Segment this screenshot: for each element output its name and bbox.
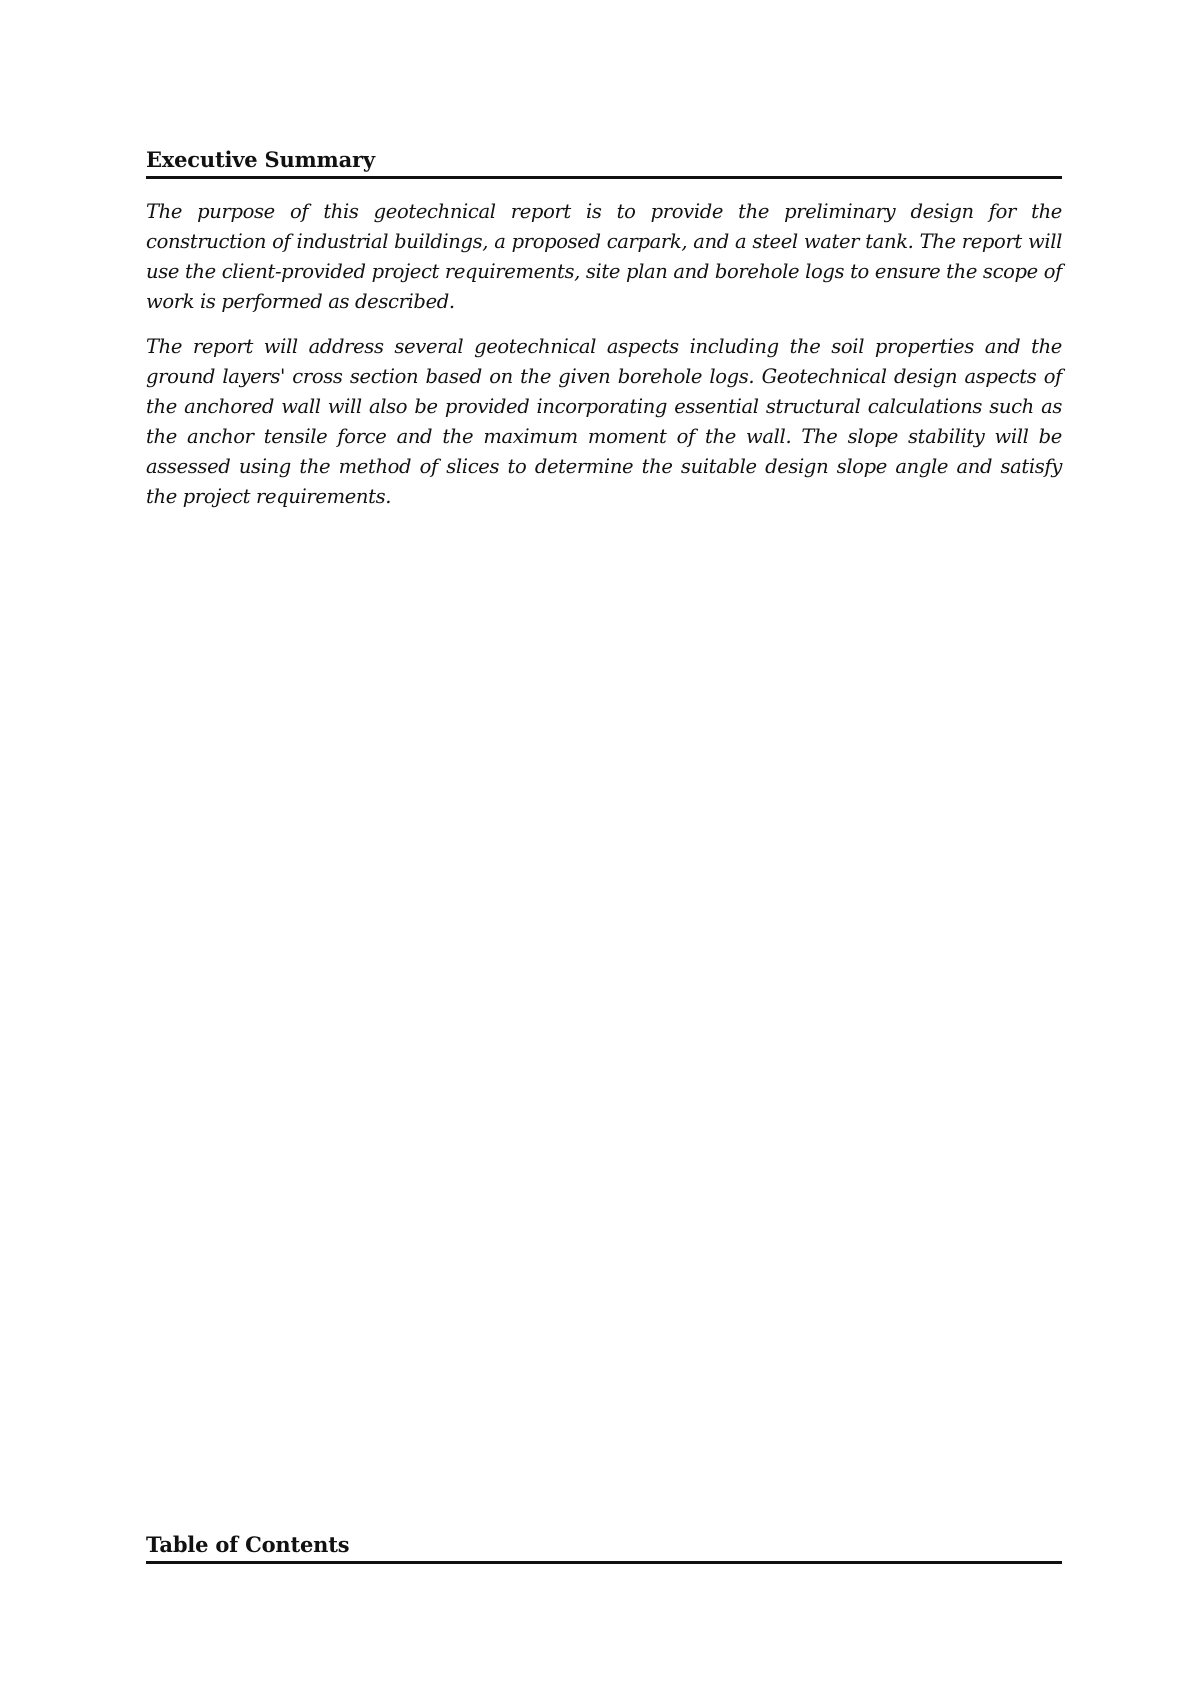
executive-summary-section xyxy=(146,146,1062,512)
table-of-contents-heading: Table of Contents xyxy=(146,1531,1062,1564)
executive-summary-paragraph-1: The purpose of this geotechnical report is to provide the preliminary design for the construction of industrial buildings, a proposed carpark, and a steel water tank. The report will use the client-provided project requirements, site plan and borehole logs to ensure the scope of work is performed as described. xyxy=(146,200,1062,313)
executive-summary-paragraph-2: The report will address several geotechnical aspects including the soil properties and the ground layers' cross section based on the given borehole logs. Geotechnical design aspects of the anchored wall will also be provided incorporating essential structural calculations such as the anchor tensile force and the maximum moment of the wall. The slope stability will be assessed using the method of slices to determine the suitable design slope angle and satisfy the project requirements. xyxy=(146,335,1062,508)
table-of-contents-section xyxy=(146,1531,1062,1564)
executive-summary-heading: Executive Summary xyxy=(146,146,1062,179)
